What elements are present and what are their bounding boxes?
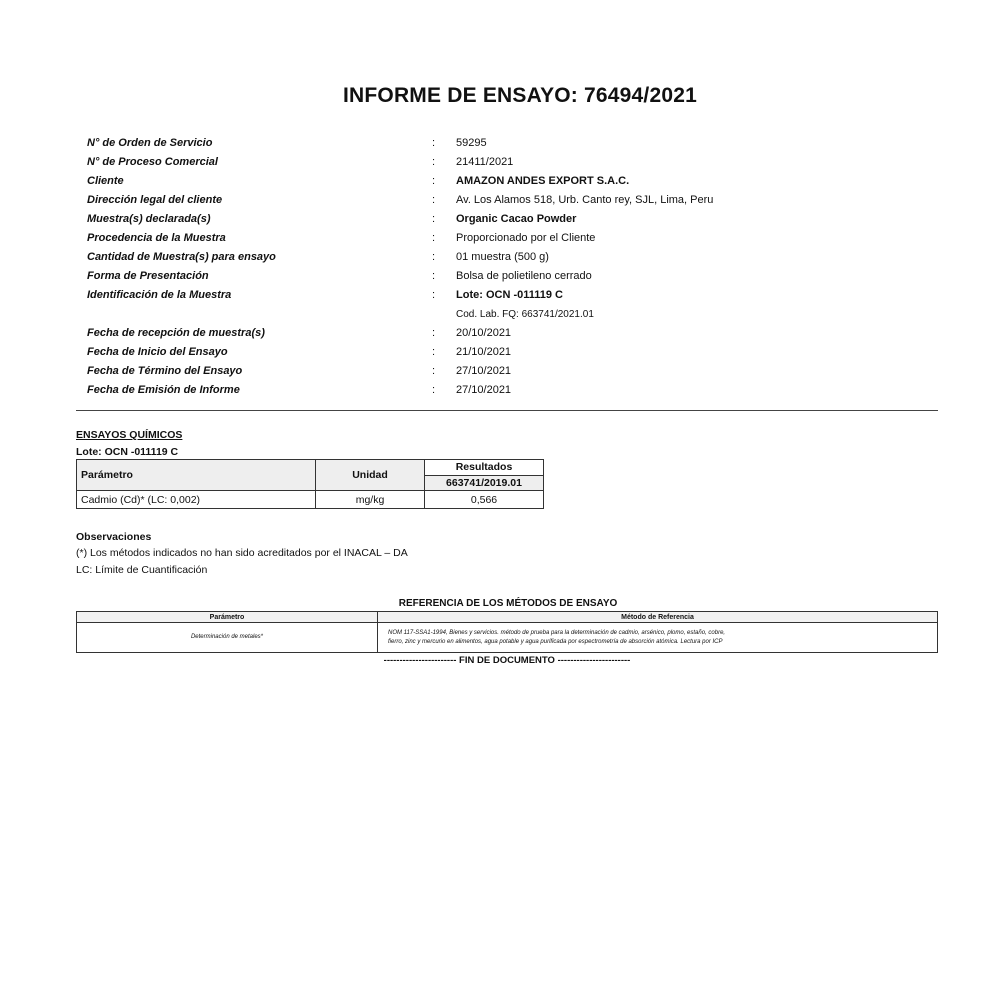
header-unidad: Unidad xyxy=(316,460,425,491)
section-title: ENSAYOS QUÍMICOS xyxy=(76,429,183,441)
info-value: Lote: OCN -011119 C xyxy=(456,289,563,301)
info-label: Fecha de Término del Ensayo xyxy=(87,365,243,377)
info-colon: : xyxy=(432,213,436,225)
info-value: 20/10/2021 xyxy=(456,327,512,339)
info-value: 59295 xyxy=(456,137,487,149)
info-label: Cliente xyxy=(87,175,124,187)
ref-header-metodo: Método de Referencia xyxy=(378,612,938,623)
info-colon: : xyxy=(432,289,436,301)
info-label: Forma de Presentación xyxy=(87,270,209,282)
info-row xyxy=(87,381,947,400)
info-value: 01 muestra (500 g) xyxy=(456,251,549,263)
info-label: Dirección legal del cliente xyxy=(87,194,223,206)
info-colon: : xyxy=(432,346,436,358)
info-row xyxy=(87,324,947,343)
info-colon: : xyxy=(432,156,436,168)
info-colon: : xyxy=(432,251,436,263)
header-parametro: Parámetro xyxy=(77,460,316,491)
results-table xyxy=(76,459,544,509)
info-row xyxy=(87,305,947,324)
observation-line: LC: Límite de Cuantificación xyxy=(76,564,208,576)
info-row xyxy=(87,267,947,286)
end-of-document: ----------------------- FIN DE DOCUMENTO ----------------------- xyxy=(383,655,631,666)
info-colon: : xyxy=(432,194,436,206)
info-label: Fecha de recepción de muestra(s) xyxy=(87,327,265,339)
observation-line: (*) Los métodos indicados no han sido acreditados por el INACAL – DA xyxy=(76,547,408,559)
info-value: Organic Cacao Powder xyxy=(456,213,577,225)
info-row xyxy=(87,248,947,267)
info-row xyxy=(87,134,947,153)
info-colon: : xyxy=(432,270,436,282)
info-colon: : xyxy=(432,384,436,396)
info-value: 27/10/2021 xyxy=(456,365,512,377)
cell-parametro: Cadmio (Cd)* (LC: 0,002) xyxy=(77,491,316,509)
header-resultados: Resultados xyxy=(425,460,544,476)
info-value: 27/10/2021 xyxy=(456,384,512,396)
info-value: 21411/2021 xyxy=(456,156,514,168)
info-colon: : xyxy=(432,175,436,187)
info-label: Fecha de Emisión de Informe xyxy=(87,384,240,396)
info-row xyxy=(87,229,947,248)
info-row xyxy=(87,191,947,210)
ref-metodo-line: fierro, zinc y mercurio en alimentos, agua potable y agua purificada por espectrometría de absorción atómica. Lectura por ICP xyxy=(388,638,723,645)
info-row xyxy=(87,343,947,362)
section-divider xyxy=(76,410,938,411)
info-label: Identificación de la Muestra xyxy=(87,289,232,301)
info-value: Cod. Lab. FQ: 663741/2021.01 xyxy=(456,309,594,320)
info-row xyxy=(87,210,947,229)
info-value: AMAZON ANDES EXPORT S.A.C. xyxy=(456,175,630,187)
info-label: Cantidad de Muestra(s) para ensayo xyxy=(87,251,276,263)
cell-resultado: 0,566 xyxy=(425,491,544,509)
table-row xyxy=(77,491,544,509)
info-value: Bolsa de polietileno cerrado xyxy=(456,270,592,282)
report-info-block xyxy=(87,134,947,400)
ref-cell-parametro: Determinación de metales* xyxy=(77,623,378,653)
table-row xyxy=(77,623,938,653)
info-label: Fecha de Inicio del Ensayo xyxy=(87,346,228,358)
ref-metodo-line: NOM 117-SSA1-1994, Bienes y servicios. método de prueba para la determinación de cadmio, arsénico, plomo, estaño, cobre, xyxy=(388,629,726,636)
info-label: N° de Orden de Servicio xyxy=(87,137,213,149)
info-row xyxy=(87,362,947,381)
info-label: Muestra(s) declarada(s) xyxy=(87,213,211,225)
info-label: N° de Proceso Comercial xyxy=(87,156,218,168)
info-row xyxy=(87,172,947,191)
info-label: Procedencia de la Muestra xyxy=(87,232,226,244)
info-value: 21/10/2021 xyxy=(456,346,512,358)
report-title: INFORME DE ENSAYO: 76494/2021 xyxy=(342,84,697,107)
ref-header-parametro: Parámetro xyxy=(77,612,378,623)
reference-title: REFERENCIA DE LOS MÉTODOS DE ENSAYO xyxy=(398,598,618,609)
info-value: Av. Los Alamos 518, Urb. Canto rey, SJL, Lima, Peru xyxy=(456,194,714,206)
info-colon: : xyxy=(432,232,436,244)
cell-unidad: mg/kg xyxy=(316,491,425,509)
info-value: Proporcionado por el Cliente xyxy=(456,232,596,244)
info-colon: : xyxy=(432,137,436,149)
info-row xyxy=(87,153,947,172)
header-sample-code: 663741/2019.01 xyxy=(425,475,544,491)
observations-title: Observaciones xyxy=(76,531,152,543)
lote-label: Lote: OCN -011119 C xyxy=(76,446,179,458)
info-colon: : xyxy=(432,327,436,339)
reference-table xyxy=(76,611,938,653)
info-colon: : xyxy=(432,365,436,377)
info-row xyxy=(87,286,947,305)
ref-cell-metodo xyxy=(378,623,938,653)
